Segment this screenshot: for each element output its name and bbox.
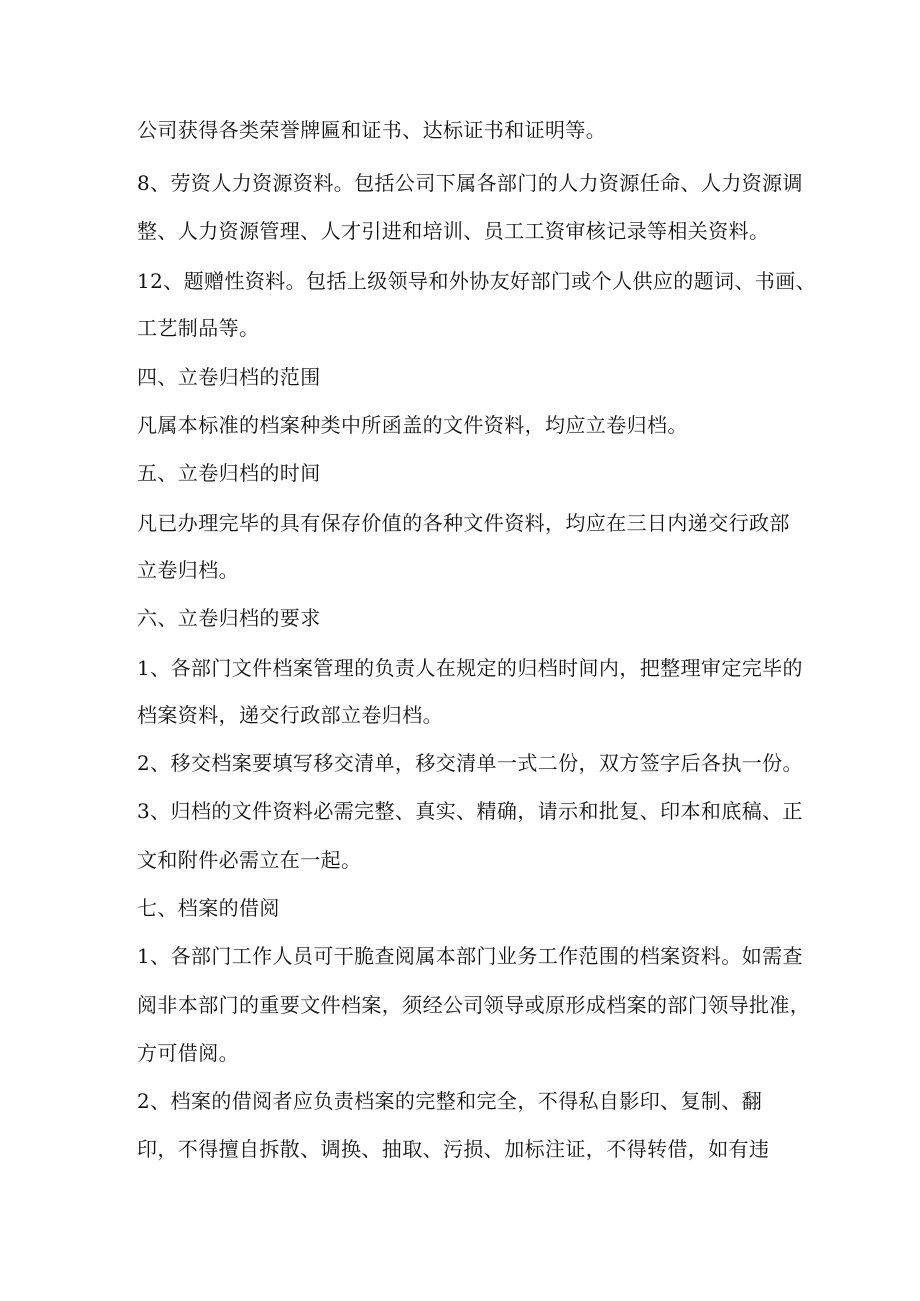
text-line: 2、档案的借阅者应负责档案的完整和完全，不得私自影印、复制、翻	[137, 1089, 763, 1113]
text-line: 印，不得擅自拆散、调换、抽取、污损、加标注证，不得转借，如有违	[137, 1137, 770, 1161]
text-line: 方可借阅。	[137, 1041, 239, 1065]
text-line: 公司获得各类荣誉牌匾和证书、达标证书和证明等。	[137, 118, 607, 142]
text-line: 工艺制品等。	[137, 316, 260, 340]
text-line: 1、各部门文件档案管理的负责人在规定的归档时间内，把整理审定完毕的	[137, 656, 803, 680]
text-line: 2、移交档案要填写移交清单，移交清单一式二份，双方签字后各执一份。	[137, 751, 803, 775]
text-line: 立卷归档。	[137, 558, 239, 582]
text-line: 阅非本部门的重要文件档案，须经公司领导或原形成档案的部门领导批准，	[137, 993, 811, 1017]
text-line: 整、人力资源管理、人才引进和培训、员工工资审核记录等相关资料。	[137, 219, 770, 243]
text-line: 档案资料，递交行政部立卷归档。	[137, 703, 443, 727]
text-line: 凡已办理完毕的具有保存价值的各种文件资料，均应在三日内递交行政部	[137, 511, 790, 535]
text-line: 12、题赠性资料。包括上级领导和外协友好部门或个人供应的题词、书画、	[137, 269, 817, 293]
text-line: 文和附件必需立在一起。	[137, 848, 362, 872]
section-heading: 六、立卷归档的要求	[137, 606, 321, 630]
text-line: 凡属本标准的档案种类中所函盖的文件资料，均应立卷归档。	[137, 413, 688, 437]
text-line: 8、劳资人力资源资料。包括公司下属各部门的人力资源任命、人力资源调	[137, 171, 803, 195]
text-line: 1、各部门工作人员可干脆查阅属本部门业务工作范围的档案资料。如需查	[137, 944, 803, 968]
section-heading: 四、立卷归档的范围	[137, 365, 321, 389]
section-heading: 七、档案的借阅	[137, 896, 280, 920]
section-heading: 五、立卷归档的时间	[137, 461, 321, 485]
text-line: 3、归档的文件资料必需完整、真实、精确，请示和批复、印本和底稿、正	[137, 799, 803, 823]
